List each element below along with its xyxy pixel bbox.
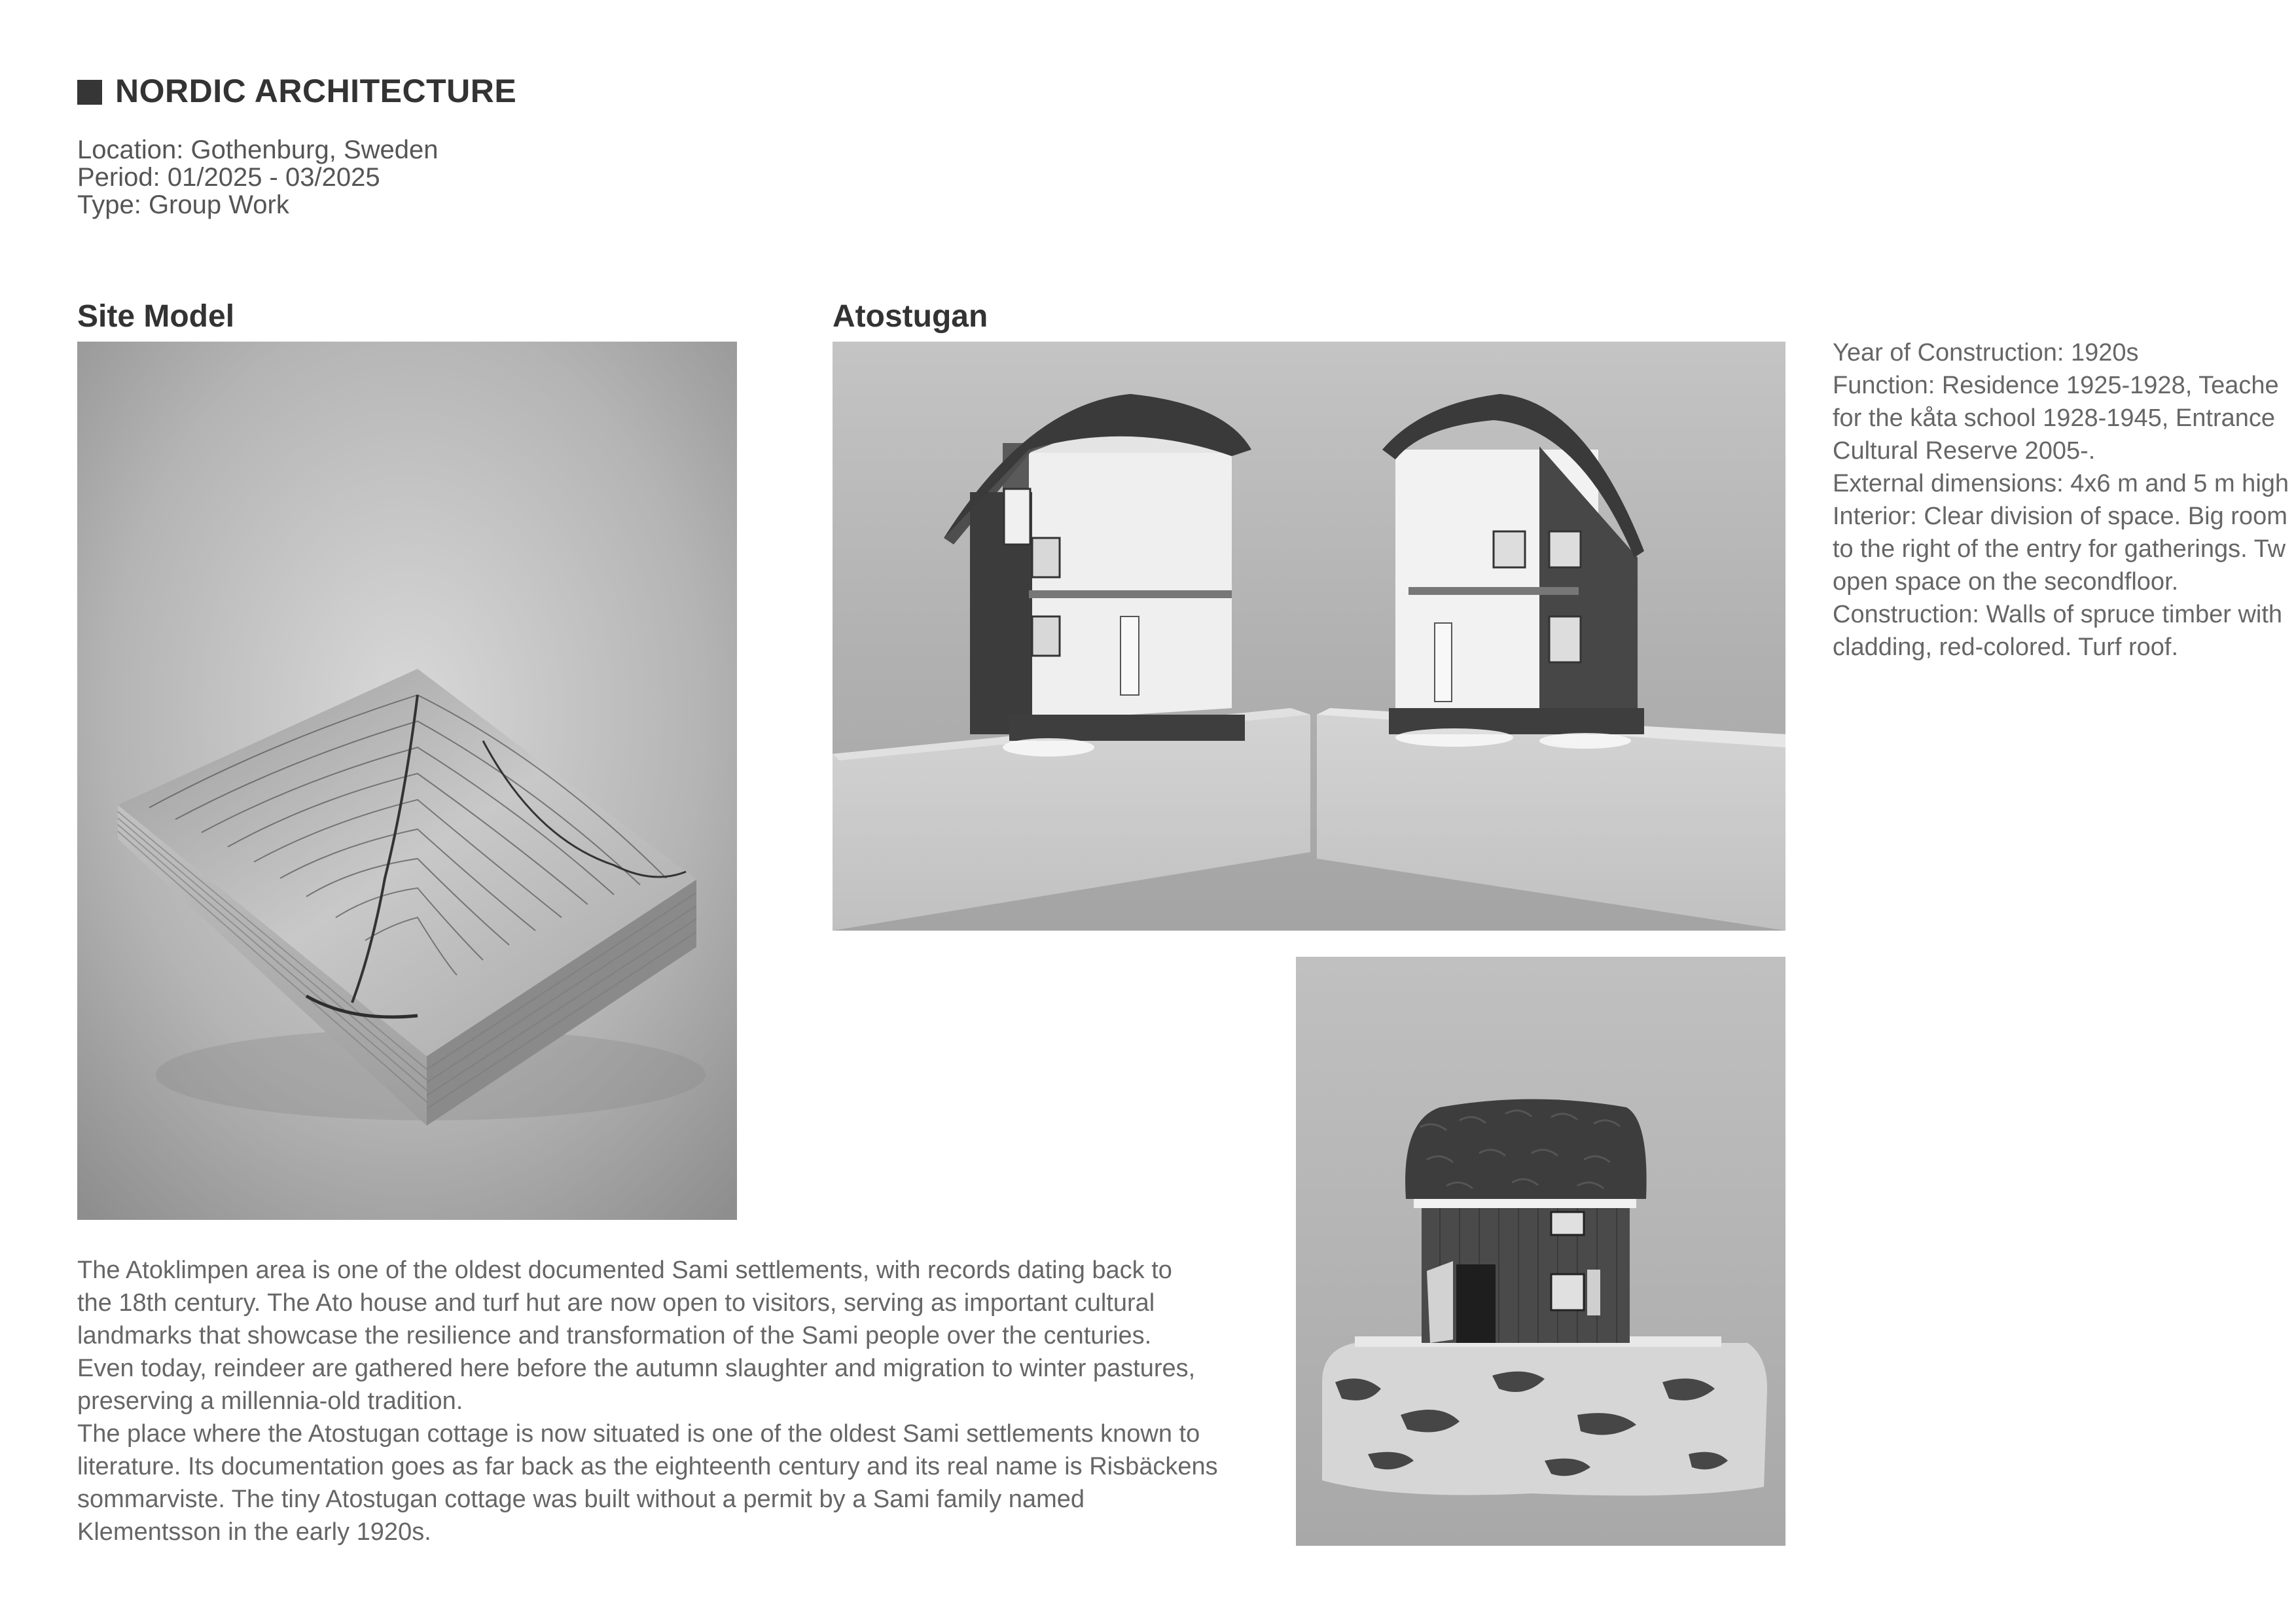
info-line: Year of Construction: 1920s — [1833, 339, 2139, 366]
info-line: External dimensions: 4x6 m and 5 m high — [1833, 470, 2289, 497]
description-line: Klementsson in the early 1920s. — [77, 1518, 431, 1546]
site-description — [77, 1254, 1282, 1548]
description-line: The place where the Atostugan cottage is now situated is one of the oldest Sami settlements known to — [77, 1420, 1200, 1448]
site-model-heading: Site Model — [77, 299, 235, 334]
info-line: open space on the secondfloor. — [1833, 568, 2179, 596]
info-line: to the right of the entry for gatherings. Tw — [1833, 535, 2286, 563]
atostugan-front-photo — [1296, 957, 1785, 1546]
site-model-photo — [77, 342, 737, 1220]
description-line: Even today, reindeer are gathered here before the autumn slaughter and migration to winter pastures, — [77, 1355, 1196, 1382]
atostugan-section-photo — [833, 342, 1785, 931]
info-line: Function: Residence 1925-1928, Teache — [1833, 372, 2279, 399]
atostugan-info — [1833, 336, 2296, 664]
description-line: literature. Its documentation goes as far back as the eighteenth century and its real name is Risbäckens — [77, 1453, 1218, 1480]
description-line: landmarks that showcase the resilience and transformation of the Sami people over the centuries. — [77, 1322, 1152, 1349]
info-line: Cultural Reserve 2005-. — [1833, 437, 2096, 465]
description-line: the 18th century. The Ato house and turf hut are now open to visitors, serving as important cultural — [77, 1289, 1155, 1317]
atostugan-heading: Atostugan — [833, 299, 988, 334]
info-line: Interior: Clear division of space. Big room — [1833, 503, 2287, 530]
title-square-marker — [77, 80, 102, 105]
info-line: for the kåta school 1928-1945, Entrance — [1833, 404, 2276, 432]
info-line: cladding, red-colored. Turf roof. — [1833, 633, 2179, 661]
location-text: Location: Gothenburg, Sweden — [77, 135, 439, 164]
page-title: NORDIC ARCHITECTURE — [115, 73, 517, 109]
description-line: The Atoklimpen area is one of the oldest documented Sami settlements, with records dating back to — [77, 1257, 1172, 1284]
period-text: Period: 01/2025 - 03/2025 — [77, 163, 380, 192]
type-text: Type: Group Work — [77, 190, 289, 219]
info-line: Construction: Walls of spruce timber with — [1833, 601, 2283, 628]
description-line: preserving a millennia-old tradition. — [77, 1387, 463, 1415]
project-meta — [77, 136, 439, 219]
description-line: sommarviste. The tiny Atostugan cottage was built without a permit by a Sami family named — [77, 1486, 1085, 1513]
